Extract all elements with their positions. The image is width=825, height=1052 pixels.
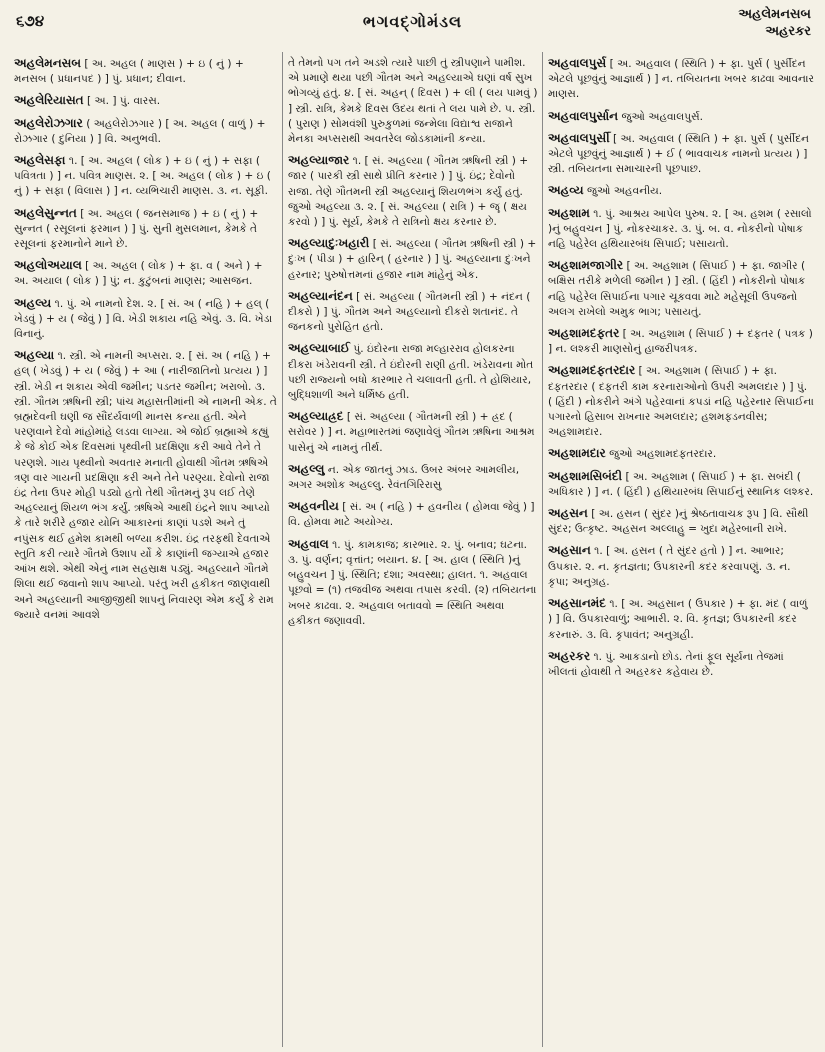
entry-headword: અહલ્યાનંદન <box>288 288 353 303</box>
entry-definition: [ અ. અહશામ ( સિપાઈ ) + દફતર ( પત્રક ) ] ન. લશ્કરી માણસોનું હાજરીપત્રક. <box>548 328 813 356</box>
dictionary-entry <box>288 56 538 147</box>
entry-headword: અહલેસફા <box>14 153 66 168</box>
dictionary-entry <box>548 446 814 462</box>
entry-headword: અહલેરિયાસત <box>14 93 84 108</box>
dictionary-entry <box>288 462 538 493</box>
entry-definition: ૧. [ અ. અહસાન ( ઉપકાર ) + ફા. મંદ ( વાળું ) ] વિ. ઉપકારવાળું; આભારી. ૨. વિ. કૃતજ્ઞ; ઉપકારની કદર કરનારું. ૩. વિ. કૃપાવંત; અનુગ્રહી. <box>548 598 808 641</box>
entry-headword: અહલ્લુ <box>288 461 325 476</box>
dictionary-entry <box>14 153 278 200</box>
column-divider <box>542 52 543 1047</box>
entry-definition: [ અ. હસન ( સુંદર )નું શ્રેષ્ઠતાવાચક રૂપ ] વિ. સૌથી સુંદર; ઉત્કૃષ્ટ. અહસન અલ્લાહુ = ખુદા મહેરબાની રાખે. <box>548 508 809 536</box>
page-title: ભગવદ્ગોમંડલ <box>362 12 463 31</box>
page-header <box>0 0 825 46</box>
entry-definition: પું. ઇંદોરના રાજા મલ્હારરાવ હોલકરના દીકરા ખંડેરાવની સ્ત્રી. તે ઇંદોરની રાણી હતી. ખંડેરાવના મોત પછી રાજ્યનો બધો કારભાર તે ચલાવતી હતી. તે હોશિયાર, બુદ્ધિશાળી અને ધર્મિષ્ઠ હતી. <box>288 343 534 402</box>
dictionary-entry <box>14 93 278 109</box>
dictionary-entry <box>548 363 814 440</box>
dictionary-entry <box>288 236 538 283</box>
entry-headword: અહરકર <box>548 648 591 663</box>
dictionary-entry <box>548 596 814 643</box>
entry-definition: ૧. પું. આકડાનો છોડ. તેનાં ફૂલ સૂર્યના તેજમાં ખીલતાં હોવાથી તે અહરકર કહેવાય છે. <box>548 650 784 678</box>
dictionary-entry <box>14 348 278 623</box>
entry-definition: ૧. સ્ત્રી. એ નામની અપ્સરા. ૨. [ સં. અ ( નહિ ) + હલ્ ( ખેડવું ) + ય ( જેવું ) + આ ( નારીજાતિનો પ્રત્યય ) ] સ્ત્રી. ખેડી ન શકાય એવી જમીન; પડતર જમીન; ખરાબો. ૩. સ્ત્રી. ગૌતમ ઋષિની સ્ત્રી; પાંચ મહાસતીમાંની એ નામની એક. તે બ્રહ્મદેવની ઘણી જ સૌંદર્યવાળી માનસ કન્યા હતી. એને પરણવાને દેવો માંહોમાંહે લડવા લાગ્યા. એ જોઈ બ્રહ્માએ કહ્યું કે જે કોઈ એક દિવસમાં પૃથ્વીની પ્રદક્ષિણા કરી આવે તેને તે પરણશે. ગાય પૃથ્વીનો અવતાર મનાતી હોવાથી ગૌતમ ઋષિએ ત્રણ વાર ગાયની પ્રદક્ષિણા કરી અને તેને પરણ્યા. દેવોનો રાજા ઇંદ્ર તેના ઉપર મોહી પડ્યો હતો તેથી ગૌતમનું રૂપ લઈ તેણે અહલ્યાનું શિયળ ભંગ કર્યું. ઋષિએ આથી ઇંદ્રને શાપ આપ્યો કે તારે શરીરે હજાર યોનિ આકારનાં કાણાં પડશે અને તું નપુંસક થઈ હમેશ કામથી બળ્યા કરીશ. ઇંદ્ર તરફથી દેવતાએ સ્તુતિ કરી ત્યારે ગૌતમે ઉશાપ ર્યો કે કાણાંની જગ્યાએ હજાર આંખ થશે. એથી એનું નામ સહસ્રાક્ષ પડ્યું. અહલ્યાને ગૌતમે શિલા થઈ જવાનો શાપ આપ્યો. પરંતુ ખરી હકીકત જાણવાથી અને અહલ્યાની આજીજીથી શાપનું નિવારણ એમ કર્યું કે રામ જ્યારે વનમાં આવશે <box>14 350 277 621</box>
entry-headword: અહલ્ય <box>14 295 52 310</box>
entry-definition: જુઓ અહવનીય. <box>587 185 663 198</box>
entry-headword: અહવાલપુર્સાન <box>548 108 619 123</box>
entry-definition: [ અ. અહલ ( જનસમાજ ) + ઇ ( નું ) + સુન્નત ( રસૂલનાં ફરમાન ) ] પું. સુની મુસલમાન, કેમકે તે રસૂલનાં ફરમાનોને માને છે. <box>14 207 259 251</box>
entry-headword: અહવ્ય <box>548 183 584 198</box>
column-divider <box>282 52 283 1047</box>
entry-headword: અહલ્યા <box>14 348 55 363</box>
entry-headword: અહલેમનસબ <box>14 56 82 70</box>
dictionary-entry <box>288 341 538 403</box>
entry-headword: અહવાલપુર્સી <box>548 130 610 145</box>
dictionary-entry <box>548 206 814 253</box>
entry-headword: અહલ્યાહ્રદ <box>288 409 344 424</box>
entry-headword: અહવાલ <box>288 536 329 551</box>
entry-definition: [ અ. અહલ ( લોક ) + ફા. વ ( અને ) + અ. અયાલ ( લોક ) ] પું; ન. કુટુંબનાં માણસ; આસજન. <box>14 260 263 288</box>
dictionary-entry <box>548 649 814 680</box>
dictionary-entry <box>288 409 538 456</box>
page-number: ૬૭૪ <box>16 12 45 30</box>
dictionary-entry <box>548 326 814 357</box>
dictionary-entry <box>14 258 278 289</box>
entry-headword: અહલોઅયાલ <box>14 258 82 273</box>
entry-headword: અહશામદફતરદાર <box>548 363 636 378</box>
entry-definition: [ અ. અહશામ ( સિપાઈ ) + ફા. જાગીર ( બક્ષિસ તરીકે મળેલી જમીન ) ] સ્ત્રી. ( હિંદી ) નોકરીનો પોષાક નહિ પહેરેલ સિપાઈના પગાર ચૂકવવા માટે મહેસૂલી ઉપજનો અલગ રાખેલો અમુક ભાગ; પસાયતું. <box>548 260 806 318</box>
dictionary-entry <box>548 109 814 125</box>
entry-headword: અહલેસુન્નત <box>14 205 77 220</box>
entry-headword: અહસાન <box>548 543 591 558</box>
dictionary-entry <box>288 499 538 530</box>
dictionary-entry <box>14 296 278 343</box>
dictionary-entry <box>548 56 814 103</box>
entry-definition: ૧. પું. એ નામનો દેશ. ૨. [ સં. અ ( નહિ ) + હલ્ ( ખેડવું ) + ય ( જેવું ) ] વિ. ખેડી શકાય નહિ એવું. ૩. વિ. ખેડા વિનાનું. <box>14 297 273 341</box>
entry-headword: અહશામસિબંદી <box>548 468 623 483</box>
dictionary-entry <box>288 289 538 336</box>
column-3 <box>548 56 814 1046</box>
entry-definition: [ સં. અહલ્યા ( ગૌતમ ઋષિની સ્ત્રી ) + દુઃખ ( પીડા ) + હારિન્ ( હરનાર ) ] પું. અહલ્યાના દુઃખને હરનાર; પુરુષોત્તમનાં હજાર નામ માંહેનું એક. <box>288 238 537 281</box>
entry-definition: [ સં. અહલ્યા ( ગૌતમની સ્ત્રી ) + નંદન ( દીકરો ) ] પું. ગૌતમ અને અહલ્યાનો દીકરો શતાનંદ. તે જનકનો પુરોહિત હતો. <box>288 290 531 334</box>
entry-definition: [ અ. અહલ ( માણસ ) + ઇ ( નું ) + મનસબ ( પ્રધાનપદ ) ] પું. પ્રધાન; દીવાન. <box>14 58 244 86</box>
entry-headword: અહશામદાર <box>548 446 606 461</box>
entry-headword: અહશામજાગીર <box>548 258 624 273</box>
dictionary-entry <box>548 131 814 178</box>
entry-headword: અહશામદફતર <box>548 326 620 341</box>
entry-headword: અહલ્યાબાઈ <box>288 341 351 356</box>
entry-definition: ન. એક જાતનું ઝાડ. ઉબર અંબર આમલીય, અગર અશોક અહલ્લુ. રેવંતગિરિરાસુ <box>288 463 520 492</box>
entry-definition: [ સં. અ ( નહિ ) + હવનીય ( હોમવા જેવું ) ] વિ. હોમવા માટે અયોગ્ય. <box>288 501 535 529</box>
entry-definition: ૧. [ અ. અહલ ( લોક ) + ઇ ( નું ) + સફા ( પવિત્રતા ) ] ન. પવિત્ર માણસ. ૨. [ અ. અહલ ( લોક ) + ઇ ( નું ) + સફા ( વિલાસ ) ] ન. વ્યભિચારી માણસ. ૩. ન. સૂફી. <box>14 155 271 198</box>
dictionary-entry <box>548 469 814 500</box>
dictionary-entry <box>288 153 538 230</box>
column-2 <box>288 56 538 1046</box>
entry-definition: ( અહલેરોઝગાર ) [ અ. અહલ ( વાળું ) + રોઝગાર ( દુનિયા ) ] વિ. અનુભવી. <box>14 117 266 145</box>
entry-headword: અહસાનમંદ <box>548 596 606 611</box>
entry-definition: [ અ. ] પું. વારસ. <box>87 95 161 108</box>
entry-definition: [ અ. અહવાલ ( સ્થિતિ ) + ફા. પુર્સ ( પુર્સીદન એટલે પૂછવુંનું આજ્ઞાર્થ ) ] ન. તબિયતના ખબર કાઢવા આવનાર માણસ. <box>548 58 814 101</box>
entry-headword: અહલેરોઝગાર <box>14 115 83 130</box>
dictionary-entry <box>288 537 538 629</box>
entry-headword: અહસન <box>548 506 588 521</box>
guide-word-bottom: અહરકર <box>765 24 811 39</box>
dictionary-entry <box>548 506 814 537</box>
entry-headword: અહલ્યાજાર <box>288 153 350 168</box>
entry-definition: તે તેમનો પગ તને અડશે ત્યારે પાછી તું સ્ત્રીપણાને પામીશ. એ પ્રમાણે થયા પછી ગૌતમ અને અહલ્યાએ ઘણાં વર્ષ સુખ ભોગવ્યું હતું. ૪. [ સં. અહન્ ( દિવસ ) + લી ( લય પામવું ) ] સ્ત્રી. રાત્રિ, કેમકે દિવસ ઉદય થતાં તે લય પામે છે. ૫. સ્ત્રી. ( પુરાણ ) સોમવંશી પુરુકુળમાં જન્મેલા વિદ્યાશ્વ રાજાને મેનકા અપ્સરાથી અવતરેલ જોડકામાંની કન્યા. <box>288 57 538 146</box>
entry-headword: અહલ્યાદુઃખહારી <box>288 236 370 251</box>
dictionary-entry <box>548 183 814 199</box>
entry-definition: જુઓ અહવાલપુર્સ. <box>621 110 704 123</box>
entry-headword: અહવનીય <box>288 499 339 514</box>
dictionary-entry <box>14 206 278 253</box>
entry-definition: ૧. પું. આશ્રય આપેલ પુરુષ. ૨. [ અ. હશમ ( રસાલો )નું બહુવચન ] પું. નોકરચાકર. ૩. પું. બ. વ. નોકરીનો પોષાક નહિ પહેરેલ હથિયારબંધ સિપાઈ; પસાયતો. <box>548 207 812 251</box>
entry-headword: અહશામ <box>548 205 590 220</box>
guide-words <box>738 6 811 40</box>
guide-word-top: અહલેમનસબ <box>738 7 811 22</box>
entry-headword: અહવાલપુર્સ <box>548 56 607 70</box>
dictionary-entry <box>548 543 814 590</box>
entry-definition: [ અ. અહશામ ( સિપાઈ ) + ફા. સબંદી ( અધિકાર ) ] ન. ( હિંદી ) હથિયારબંધ સિપાઈનું સ્થાનિક લશ્કર. <box>548 470 814 498</box>
entry-definition: [ અ. અહશામ ( સિપાઈ ) + ફા. દફતરદાર ( દફતરી કામ કરનારાઓનો ઉપરી અમલદાર ) ] પું. ( હિંદી ) નોકરીને અંગે પહેરવાનાં કપડાં નહિ પહેરનાર સિપાઈના પગારનો હિસાબ રાખનાર અમલદાર; હશમફડનવીસ; અહશામદાર. <box>548 365 814 439</box>
entry-definition: [ અ. અહવાલ ( સ્થિતિ ) + ફા. પુર્સ ( પુર્સીદન એટલે પૂછવુંનું આજ્ઞાર્થ ) + ઈ ( ભાવવાચક નામનો પ્રત્યય ) ] સ્ત્રી. તબિયતના સમાચારની પૂછપાછ. <box>548 132 810 176</box>
entry-definition: જુઓ અહશામદફતરદાર. <box>609 448 717 461</box>
dictionary-entry <box>14 56 278 87</box>
entry-definition: [ સં. અહલ્યા ( ગૌતમની સ્ત્રી ) + હ્રદ ( સરોવર ) ] ન. મહાભારતમાં જણાવેલું ગૌતમ ઋષિના આશ્રમ પાસેનું એ નામનું તીર્થ. <box>288 411 535 454</box>
entry-definition: ૧. [ સં. અહલ્યા ( ગૌતમ ઋષિની સ્ત્રી ) + જાર ( પારકી સ્ત્રી સાથે પ્રીતિ કરનાર ) ] પું. ઇંદ્ર; દેવોનો રાજા. તેણે ગૌતમની સ્ત્રી અહલ્યાનું શિયળભંગ કર્યું હતું. જુઓ અહલ્યા ૩. ૨. [ સં. અહલ્યા ( રાત્રિ ) + જૄ ( ક્ષય કરવો ) ] પું. સૂર્ય, કેમકે તે રાત્રિનો ક્ષય કરનાર છે. <box>288 155 529 229</box>
dictionary-entry <box>14 116 278 147</box>
entry-definition: ૧. [ અ. હસન ( તે સુંદર હતો ) ] ન. આભાર; ઉપકાર. ૨. ન. કૃતજ્ઞતા; ઉપકારની કદર કરવાપણું. ૩. ન. કૃપા; અનુગ્રહ. <box>548 545 791 588</box>
column-1 <box>14 56 278 1046</box>
entry-definition: ૧. પું. કામકાજ; કારભાર. ૨. પું. બનાવ; ઘટના. ૩. પું. વર્ણન; વૃત્તાંત; બયાન. ૪. [ અ. હાલ ( સ્થિતિ )નું બહુવચન ] પું. સ્થિતિ; દશા; અવસ્થા; હાલત. ૧. અહવાલ પૂછવો = (૧) તજવીજ અથવા તપાસ કરવી. (૨) તબિયતના ખબર કાઢવા. ૨. અહવાલ બતાવવો = સ્થિતિ અથવા હકીકત જણાવવી. <box>288 538 537 627</box>
dictionary-entry <box>548 258 814 320</box>
